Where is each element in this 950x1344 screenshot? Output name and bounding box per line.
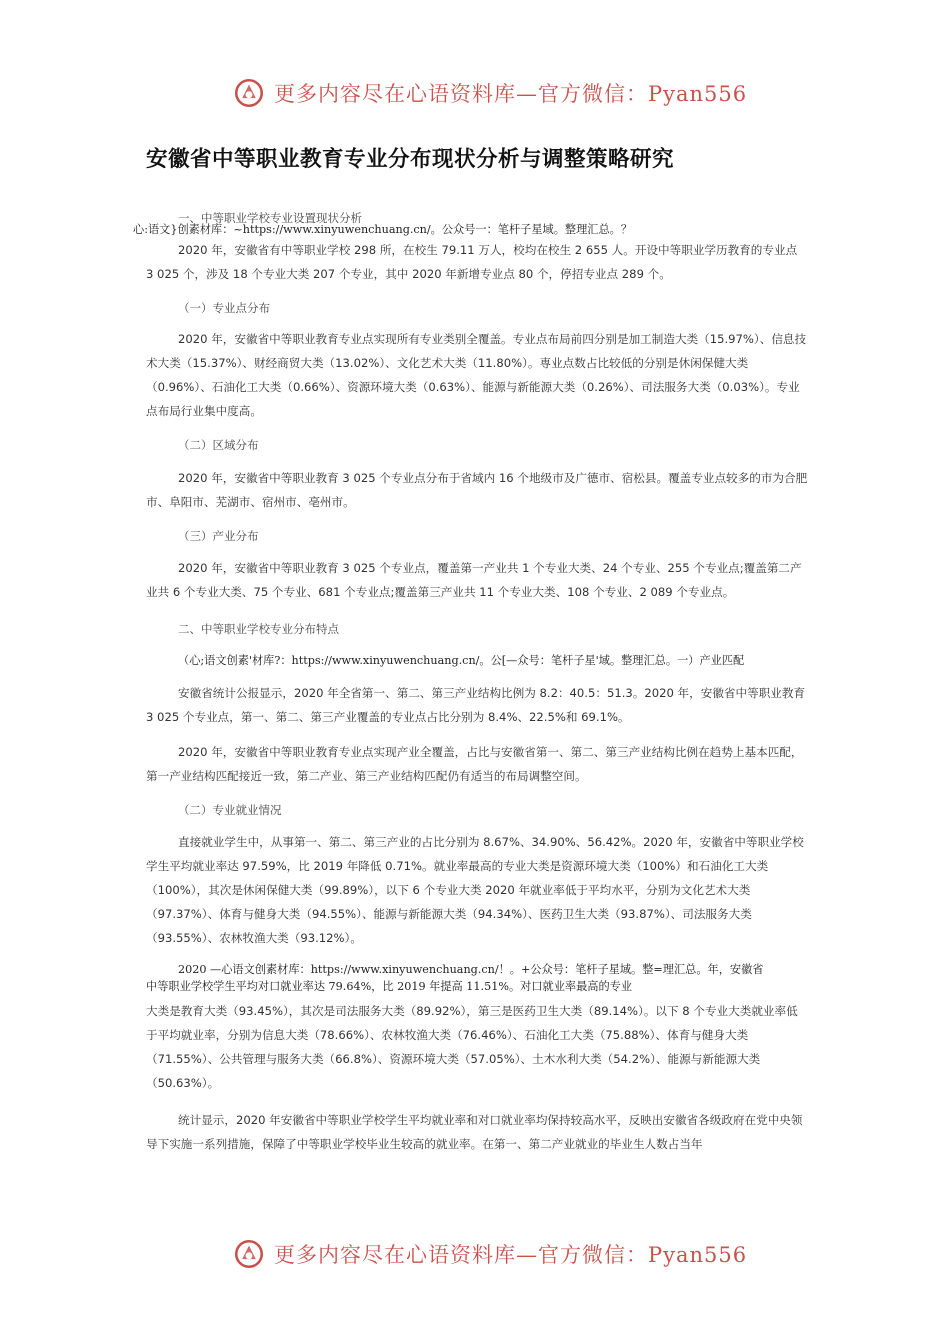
page-title: 安徽省中等职业教育专业分布现状分析与调整策略研究	[146, 147, 675, 172]
paragraph-6: 2020 年，安徽省中等职业教育专业点实现产业全覆盖，占比与安徽省第一、第二、第三产业结构比例在趋势上基本匹配，第一产业结构匹配接近一致，第二产业、第三产业结构匹配仍有适当的布局调整空间。	[146, 745, 803, 783]
paragraph-4: 2020 年，安徽省中等职业教育 3 025 个专业点，覆盖第一产业共 1 个专业大类、24 个专业、255 个专业点;覆盖第二产业共 6 个专业大类、75 个专业、681 个专业点;覆盖第三产业共 11 个专业大类、108 个专业、2 089 个专业点。	[146, 561, 802, 599]
banner-text: 更多内容尽在心语资料库—官方微信：Pyan556	[274, 82, 748, 106]
subheading-2: （二）区域分布	[178, 438, 259, 452]
watermark-line-3a: 2020 —心语文创素材库：https://www.xinyuwenchuang.cn/！。+公众号：笔杆子星域。整=理汇总。年，安徽省	[178, 963, 764, 976]
paragraph-7: 直接就业学生中，从事第一、第二、第三产业的占比分别为 8.67%、34.90%、56.42%。2020 年，安徽省中等职业学校学生平均就业率达 97.59%，比 2019 年降低 0.71%。就业率最高的专业大类是资源环境大类（100%）和石油化工大类（100%），其次是休闲保健大类（99.89%），以下 6 个专业大类 2020 年就业率低于平均水平，分别为文化艺术大类（97.37%）、体育与健身大类（94.55%）、能源与新能源大类（94.34%）、医药卫生大类（93.87%）、司法服务大类（93.55%）、农林牧渔大类（93.12%）。	[146, 835, 804, 945]
paragraph-8: 大类是教育大类（93.45%），其次是司法服务大类（89.92%），第三是医药卫生大类（89.14%）。以下 8 个专业大类就业率低于平均就业率，分别为信息大类（78.66%）、农林牧渔大类（76.46%）、石油化工大类（75.88%）、体育与健身大类（71.55%）、公共管理与服务大类（66.8%）、资源环境大类（57.05%）、土木水利大类（54.2%）、能源与新能源大类（50.63%）。	[146, 1004, 798, 1090]
section-heading-2: 二、中等职业学校专业分布特点	[178, 622, 339, 636]
subheading-3: （三）产业分布	[178, 529, 259, 543]
section-heading-1: 一、中等职业学校专业设置现状分析	[178, 211, 362, 225]
watermark-line-1: 心:语文}创素材库：~https://www.xinyuwenchuang.cn/。公众号一：笔杆子星域。整理汇总。？	[133, 223, 633, 236]
logo-icon	[232, 1237, 266, 1271]
paragraph-9: 统计显示，2020 年安徽省中等职业学校学生平均就业率和对口就业率均保持较高水平，反映出安徽省各级政府在党中央领导下实施一系列措施，保障了中等职业学校毕业生较高的就业率。在第一、第二产业就业的毕业生人数占当年	[146, 1113, 803, 1151]
watermark-line-3b: 中等职业学校学生平均对口就业率达 79.64%，比 2019 年提高 11.51%。对口就业率最高的专业	[146, 980, 633, 993]
subheading-4: （二）专业就业情况	[178, 803, 282, 817]
paragraph-2: 2020 年，安徽省中等职业教育专业点实现所有专业类别全覆盖。专业点布局前四分别是加工制造大类（15.97%）、信息技术大类（15.37%）、财经商贸大类（13.02%）、文化艺术大类（11.80%）。専业点数占比较低的分别是休闲保健大类（0.96%）、石油化工大类（0.66%）、资源环境大类（0.63%）、能源与新能源大类（0.26%）、司法服务大类（0.03%）。专业点布局行业集中度高。	[146, 332, 807, 418]
banner-text: 更多内容尽在心语资料库—官方微信：Pyan556	[274, 1243, 748, 1267]
paragraph-3: 2020 年，安徽省中等职业教育 3 025 个专业点分布于省域内 16 个地级市及广德市、宿松县。覆盖专业点较多的市为合肥市、阜阳市、芜湖市、宿州市、亳州市。	[146, 471, 808, 509]
paragraph-1: 2020 年，安徽省有中等职业学校 298 所，在校生 79.11 万人，校均在校生 2 655 人。开设中等职业学历教育的专业点 3 025 个，涉及 18 个专业大类 207 个专业，其中 2020 年新增专业点 80 个，停招专业点 289 个。	[146, 243, 798, 281]
subheading-1: （一）专业点分布	[178, 301, 270, 315]
paragraph-5: 安徽省统计公报显示，2020 年全省第一、第二、第三产业结构比例为 8.2：40.5：51.3。2020 年，安徽省中等职业教育 3 025 个专业点，第一、第二、第三产业覆盖的专业点占比分别为 8.4%、22.5%和 69.1%。	[146, 686, 806, 724]
watermark-line-2: （心;语文创素'材库?：https://www.xinyuwenchuang.cn/。公[—众号：笔杆子星'域。整理汇总。一）产业匹配	[178, 654, 745, 667]
logo-icon	[232, 76, 266, 110]
footer-banner	[232, 1237, 747, 1271]
header-banner	[232, 76, 747, 110]
